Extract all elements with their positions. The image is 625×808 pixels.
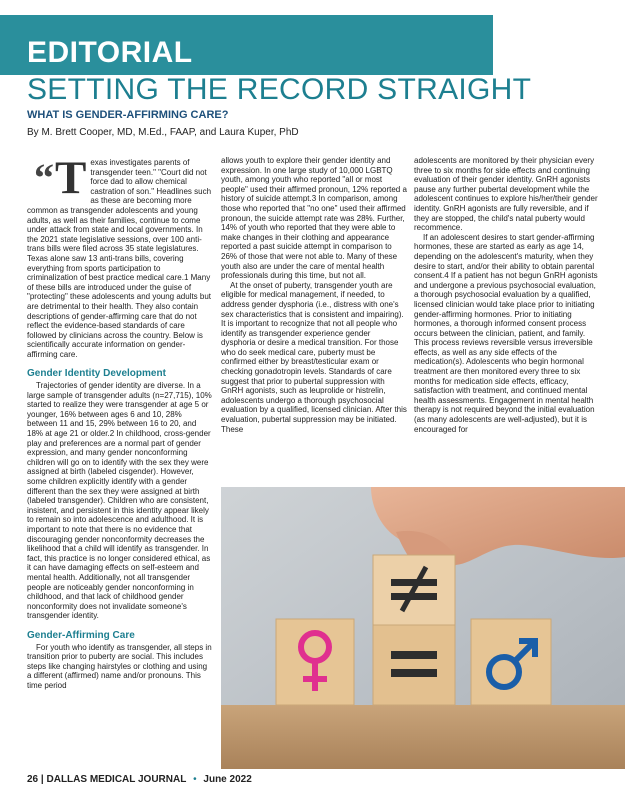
section-heading-gender-affirming-care: Gender-Affirming Care: [27, 629, 135, 641]
quote-mark-icon: “: [34, 155, 54, 200]
block-not-equal: [373, 555, 455, 625]
body-paragraph: If an adolescent desires to start gender-affirming hormones, these are started as early as age 14, depending on the adolescent's maturity, when they desire to start, and/or their ability to obtain parental consent.4 If a patient has not begun GnRH agonists and undergone a previous psychosocial evaluation, a thorough psychosocial evaluation by a qualified, licensed clinician would take place prior to initiating gender-affirming hormones. Prior to initiating hormones, a thorough informed consent process occurs between the clinician, patient, and family. This process reviews reversible versus irreversible effects, as well as any side effects of the medication(s). Adolescents who begin hormonal treatment are then monitored every three to six months for medication side effects, efficacy, satisfaction with treatment, and continued mental health assessments. Engagement in mental health therapy is not required beyond the initial evaluation (as many adolescents are well-adjusted), but it is encouraged for: [414, 232, 598, 434]
article-headline: SETTING THE RECORD STRAIGHT: [27, 73, 532, 106]
body-paragraph: Trajectories of gender identity are diverse. In a large sample of transgender adults (n=27,715), 10% started to realize they were transgender at age 5 or younger, 16% between ages 6 and 10, 28% between 11 and 15, 29% between 16 to 20, and 18% at age 21 or older.2 In childhood, cross-gender play and preferences are a normal part of gender expression, and many gender nonconforming children will go on to identify with the sex they were assigned at birth (labeled cisgender). However, some children explicitly identify with a gender different than the sex they were assigned at birth (labeled transgender). Children who are consistent, insistent, and persistent in this identity appear likely to remain so into adolescence and adulthood. It is important to note that there is no evidence that discouraging gender nonconformity decreases the likelihood that a child will identify as transgender. In fact, this practice is no longer considered ethical, as it can have damaging effects on self-esteem and mental health. Additionally, not all transgender people are noticeably gender nonconforming in childhood, and that lack of childhood gender nonconformity does not invalidate someone's transgender identity.: [27, 381, 212, 621]
article-byline: By M. Brett Cooper, MD, M.Ed., FAAP, and Laura Kuper, PhD: [27, 127, 299, 138]
section-heading-gender-identity: Gender Identity Development: [27, 368, 166, 380]
page-number: 26: [27, 774, 39, 785]
intro-text: exas investigates parents of transgender teen." "Court did not force dad to allow chemical castration of son." Headlines such as these are becoming more common as transgender adolescents and young adults, as well as their families, continue to come under attack from state and local governments. In the 2021 state legislative sessions, over 100 anti-trans bills were filed across 35 state legislatures. Texas alone saw 13 anti-trans bills, covering everything from sports participation to criminalization of best practice medical care.1 Many of these bills are introduced under the guise of "protecting" these adolescents and young adults but are detrimental to their health. They also contain descriptions of gender-affirming care that do not reflect the evidence-based standards of care followed by clinicians across the country. Below is scientifically accurate information on gender-affirming care.: [27, 158, 212, 359]
footer-separator: |: [40, 774, 44, 785]
drop-cap-letter: T: [55, 152, 87, 204]
block-male: [471, 619, 551, 705]
intro-paragraph: [27, 152, 213, 359]
block-female: [276, 619, 354, 705]
wooden-blocks-illustration: [221, 487, 625, 769]
body-paragraph: adolescents are monitored by their physician every three to six months for side effects and continuing evaluation of their gender identity. GnRH agonists pause any further pubertal development while the adolescent continues to explore his/her/their gender identity. GnRH agonists are fully reversible, and if they are stopped, the child's natal puberty would recommence.: [414, 156, 598, 233]
block-equal: [373, 625, 455, 705]
journal-name: DALLAS MEDICAL JOURNAL: [46, 774, 187, 785]
body-paragraph: For youth who identify as transgender, all steps in transition prior to puberty are social. This includes steps like changing hairstyles or clothing and using a different (affirmed) name and/or pronouns. This time period: [27, 642, 212, 690]
body-paragraph: allows youth to explore their gender identity and expression. In one large study of 10,000 LGBTQ youth, among youth who reported "all or most people" used their affirmed pronoun, 12% reported a history of suicide attempt.3 In comparison, among those who reported that "no one" used their affirmed pronoun, the suicide attempt rate was 28%. Further, 14% of youth who reported that they were able to make changes in their clothing and appearance reported a past suicide attempt in comparison to 26% of those that were not able to. Many of these youth also are under the care of mental health professionals during this time, but not all.: [221, 156, 407, 281]
article-photo: [221, 487, 625, 769]
body-paragraph: At the onset of puberty, transgender youth are eligible for medical management, if needed, to address gender dysphoria (i.e., distress with one's sex characteristics that is consistent and impairing). It is important to recognize that not all people who identify as transgender experience gender dysphoria or desire a medical transition. For those who do seek medical care, puberty must be confirmed either by breast/testicular exam or checking gonadotropin levels. Standards of care suggest that prior to pubertal suppression with GnRH agonists, such as leuprolide or histrelin, adolescents undergo a thorough psychosocial evaluation by a qualified, licensed clinician. After this evaluation, pubertal suppression may be initiated. These: [221, 280, 407, 434]
section-label: EDITORIAL: [27, 36, 193, 69]
article-subhead: WHAT IS GENDER-AFFIRMING CARE?: [27, 109, 229, 121]
page-footer: [27, 774, 252, 785]
footer-dot: •: [193, 774, 197, 785]
drop-cap: [34, 152, 87, 204]
issue-date: June 2022: [203, 774, 252, 785]
column-2: [221, 156, 407, 434]
column-3: [414, 156, 602, 434]
column-1: [27, 152, 213, 690]
